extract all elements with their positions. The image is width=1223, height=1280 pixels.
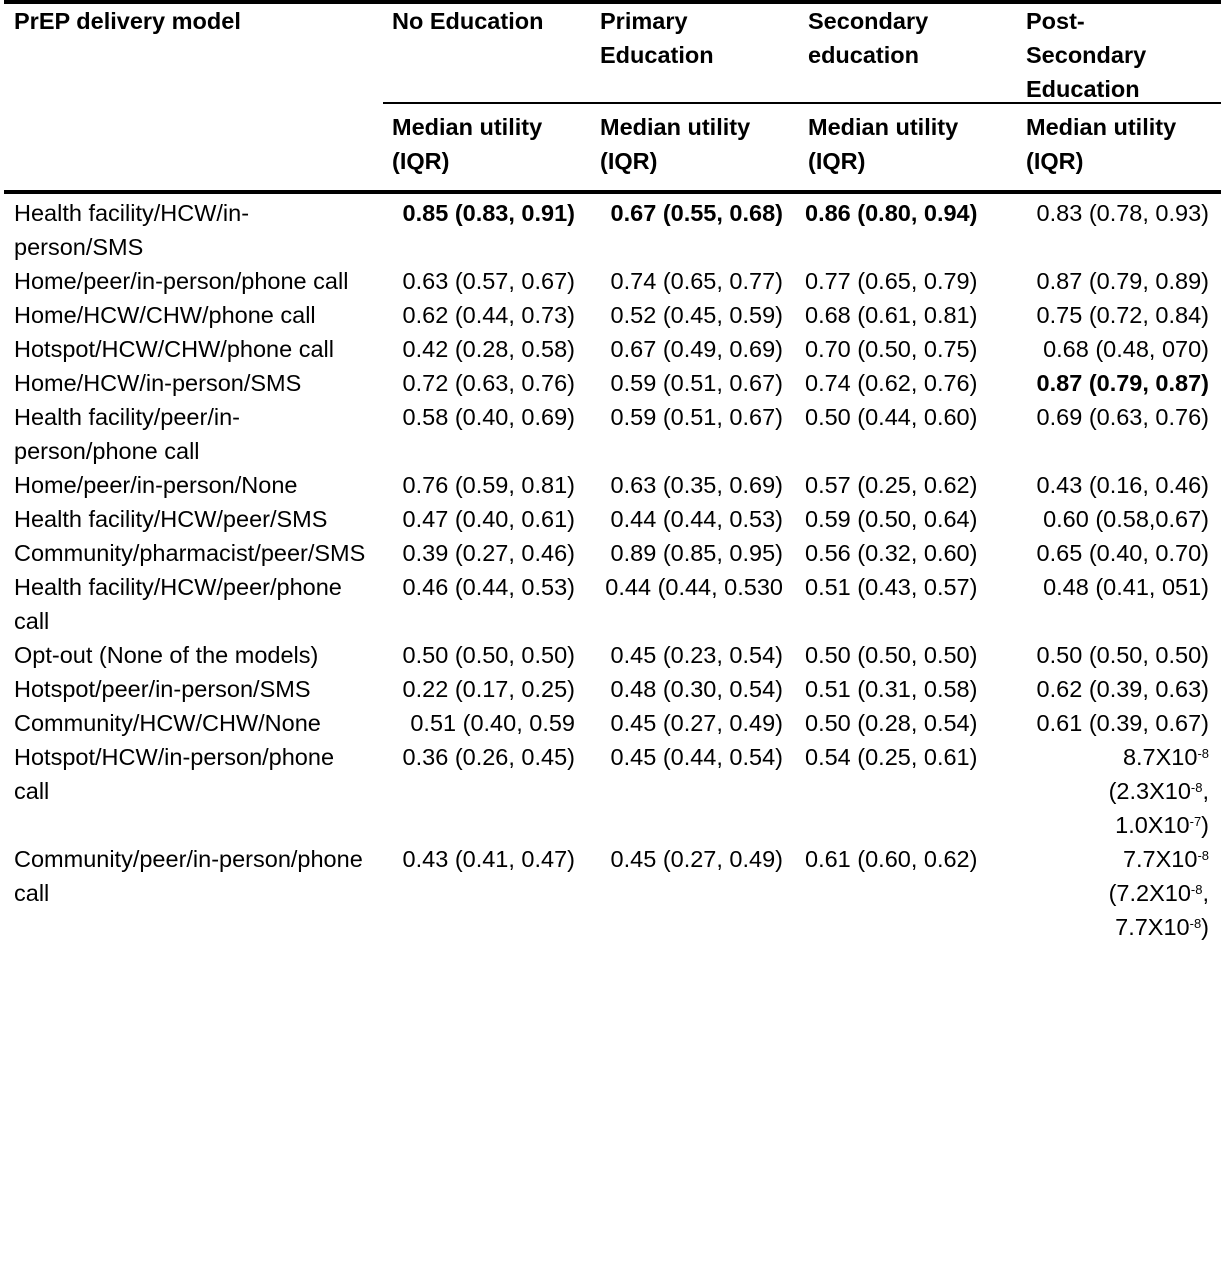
table-row [4, 332, 1221, 366]
subheader-median-utility: Median utility (IQR) [600, 114, 751, 174]
table-row [4, 400, 1221, 468]
utility-cell: 0.60 (0.58,0.67) [1043, 506, 1209, 532]
utility-cell: 0.59 (0.50, 0.64) [805, 506, 978, 532]
utility-cell: 0.69 (0.63, 0.76) [1036, 404, 1209, 430]
table-row [4, 570, 1221, 638]
utility-cell: 0.59 (0.51, 0.67) [610, 404, 783, 430]
row-model-label: Community/HCW/CHW/None [14, 710, 321, 736]
utility-cell: $8.7X10^{-8}$ ($2.3X10^{-8}$, $1.0X10^{-7}$) [1108, 744, 1209, 838]
utility-cell: 0.59 (0.51, 0.67) [610, 370, 783, 396]
utility-cell: $7.7X10^{-8}$ ($7.2X10^{-8}$, $7.7X10^{-8}$) [1108, 846, 1209, 940]
table-row [4, 196, 1221, 264]
utility-cell: 0.46 (0.44, 0.53) [402, 574, 575, 600]
utility-cell: 0.62 (0.39, 0.63) [1036, 676, 1209, 702]
row-model-label: Health facility/peer/in-person/phone call [14, 404, 240, 464]
utility-cell: 0.72 (0.63, 0.76) [402, 370, 575, 396]
table-row [4, 672, 1221, 706]
header-primary-education: Primary Education [600, 8, 714, 68]
row-model-label: Community/pharmacist/peer/SMS [14, 540, 366, 566]
utility-cell: 0.68 (0.61, 0.81) [805, 302, 978, 328]
utility-cell: 0.43 (0.16, 0.46) [1036, 472, 1209, 498]
utility-cell: 0.45 (0.44, 0.54) [610, 744, 783, 770]
utility-cell: 0.63 (0.57, 0.67) [402, 268, 575, 294]
utility-cell: 0.50 (0.50, 0.50) [402, 642, 575, 668]
utility-cell: 0.50 (0.50, 0.50) [1036, 642, 1209, 668]
utility-cell: 0.74 (0.65, 0.77) [610, 268, 783, 294]
utility-cell: 0.75 (0.72, 0.84) [1036, 302, 1209, 328]
utility-cell: 0.36 (0.26, 0.45) [402, 744, 575, 770]
utility-cell: 0.74 (0.62, 0.76) [805, 370, 978, 396]
subheader-median-utility: Median utility (IQR) [1026, 114, 1177, 174]
utility-cell: 0.63 (0.35, 0.69) [610, 472, 783, 498]
utility-cell: 0.54 (0.25, 0.61) [805, 744, 978, 770]
utility-cell: 0.86 (0.80, 0.94) [805, 200, 978, 226]
utility-cell: 0.45 (0.23, 0.54) [610, 642, 783, 668]
table-row [4, 536, 1221, 570]
table-row [4, 264, 1221, 298]
utility-cell: 0.50 (0.50, 0.50) [805, 642, 978, 668]
utility-cell: 0.45 (0.27, 0.49) [610, 710, 783, 736]
utility-cell: 0.50 (0.44, 0.60) [805, 404, 978, 430]
utility-cell: 0.58 (0.40, 0.69) [402, 404, 575, 430]
utility-cell: 0.65 (0.40, 0.70) [1036, 540, 1209, 566]
subheader-median-utility: Median utility (IQR) [392, 114, 543, 174]
utility-cell: 0.56 (0.32, 0.60) [805, 540, 978, 566]
utility-cell: 0.76 (0.59, 0.81) [402, 472, 575, 498]
table-row [4, 706, 1221, 740]
row-model-label: Health facility/HCW/in-person/SMS [14, 200, 250, 260]
utility-cell: 0.57 (0.25, 0.62) [805, 472, 978, 498]
utility-cell: 0.48 (0.41, 051) [1043, 574, 1209, 600]
utility-cell: 0.67 (0.55, 0.68) [610, 200, 783, 226]
utility-cell: 0.83 (0.78, 0.93) [1036, 200, 1209, 226]
row-model-label: Health facility/HCW/peer/SMS [14, 506, 328, 532]
utility-cell: 0.45 (0.27, 0.49) [610, 846, 783, 872]
row-model-label: Hotspot/HCW/in-person/phone call [14, 744, 335, 804]
table-row [4, 502, 1221, 536]
row-model-label: Hotspot/peer/in-person/SMS [14, 676, 311, 702]
table-row [4, 638, 1221, 672]
utility-cell: 0.87 (0.79, 0.87) [1036, 370, 1209, 396]
row-model-label: Home/HCW/CHW/phone call [14, 302, 316, 328]
table-row [4, 740, 1221, 842]
header-group-rule [383, 102, 1221, 104]
header-model: PrEP delivery model [14, 8, 241, 34]
row-model-label: Home/HCW/in-person/SMS [14, 370, 302, 396]
utility-cell: 0.51 (0.40, 0.59 [410, 710, 575, 736]
utility-cell: 0.67 (0.49, 0.69) [610, 336, 783, 362]
utility-cell: 0.50 (0.28, 0.54) [805, 710, 978, 736]
utility-cell: 0.51 (0.43, 0.57) [805, 574, 978, 600]
utility-cell: 0.44 (0.44, 0.53) [610, 506, 783, 532]
utility-cell: 0.68 (0.48, 070) [1043, 336, 1209, 362]
utility-cell: 0.77 (0.65, 0.79) [805, 268, 978, 294]
header-secondary-education: Secondary education [808, 8, 929, 68]
utility-table [4, 196, 1221, 944]
utility-cell: 0.62 (0.44, 0.73) [402, 302, 575, 328]
utility-cell: 0.52 (0.45, 0.59) [610, 302, 783, 328]
table-row [4, 366, 1221, 400]
utility-cell: 0.39 (0.27, 0.46) [402, 540, 575, 566]
utility-cell: 0.44 (0.44, 0.530 [605, 574, 783, 600]
utility-cell: 0.51 (0.31, 0.58) [805, 676, 978, 702]
header-no-education: No Education [392, 8, 544, 34]
row-model-label: Home/peer/in-person/None [14, 472, 298, 498]
row-model-label: Community/peer/in-person/phone call [14, 846, 363, 906]
utility-cell: 0.61 (0.39, 0.67) [1036, 710, 1209, 736]
table-row [4, 468, 1221, 502]
utility-cell: 0.47 (0.40, 0.61) [402, 506, 575, 532]
utility-cell: 0.70 (0.50, 0.75) [805, 336, 978, 362]
utility-cell: 0.89 (0.85, 0.95) [610, 540, 783, 566]
table-row [4, 842, 1221, 944]
utility-cell: 0.87 (0.79, 0.89) [1036, 268, 1209, 294]
utility-cell: 0.22 (0.17, 0.25) [402, 676, 575, 702]
utility-cell: 0.43 (0.41, 0.47) [402, 846, 575, 872]
table-row [4, 298, 1221, 332]
utility-cell: 0.61 (0.60, 0.62) [805, 846, 978, 872]
row-model-label: Opt-out (None of the models) [14, 642, 319, 668]
table-header-rule [4, 190, 1221, 194]
row-model-label: Home/peer/in-person/phone call [14, 268, 349, 294]
header-post-secondary-education: Post-Secondary Education [1026, 8, 1147, 102]
table-body [4, 196, 1221, 944]
row-model-label: Hotspot/HCW/CHW/phone call [14, 336, 334, 362]
utility-cell: 0.42 (0.28, 0.58) [402, 336, 575, 362]
row-model-label: Health facility/HCW/peer/phone call [14, 574, 342, 634]
utility-cell: 0.48 (0.30, 0.54) [610, 676, 783, 702]
utility-cell: 0.85 (0.83, 0.91) [402, 200, 575, 226]
subheader-median-utility: Median utility (IQR) [808, 114, 959, 174]
